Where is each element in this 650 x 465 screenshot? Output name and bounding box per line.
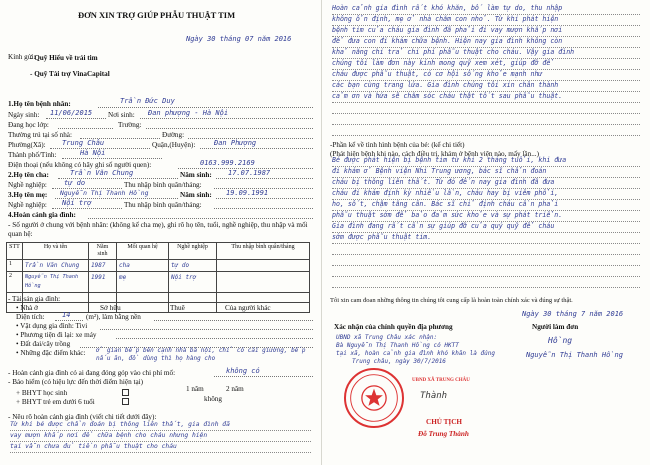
left-page: [0, 0, 322, 465]
cell-year: 1991: [89, 272, 117, 293]
assets-rent: Thuê: [170, 304, 185, 312]
district-label: Quận,(Huyện):: [152, 141, 196, 149]
none-label: không: [204, 395, 222, 403]
list-item: khả năng chi trả chi phí phẫu thuật cho cháu. Vậy gia đình: [332, 48, 640, 59]
patient-value: Trần Đức Duy: [120, 97, 175, 105]
mother-job-value: Nội trợ: [62, 199, 92, 207]
area-value: 14: [62, 311, 71, 319]
mother-value: Nguyễn Thị Thanh Hồng: [60, 189, 149, 197]
cell-name: Trần Văn Chung: [23, 260, 89, 272]
school-label: Đang học lớp:: [8, 121, 49, 129]
list-item: ho, sốt, chậm tăng cân. Bác sĩ chỉ định cháu cần phải: [332, 200, 640, 211]
mother-year-value: 19.09.1991: [226, 189, 269, 197]
cell-income: [217, 260, 310, 272]
list-item: cháu được phẫu thuật, có cơ hội sống khỏe mạnh như: [332, 70, 640, 81]
table-row: [7, 260, 310, 272]
insurance-label: - Bảo hiểm (có hiệu lực đến thời điểm hiện tại): [8, 378, 144, 386]
history-note: (Phát hiện bệnh khi nào, cách điều trị, khám ở bệnh viện nào, mấy lần...): [330, 150, 539, 158]
assets-own: Sở hữu: [100, 304, 121, 312]
story-lines: [332, 4, 640, 136]
patient-label: 1.Họ tên bệnh nhân:: [8, 100, 71, 108]
help-value: không có: [226, 367, 260, 375]
help-label: - Hoàn cảnh gia đình có ai đang đóng góp vào chi phí mổ:: [8, 369, 176, 377]
phone-label: Điện thoại (nếu không có hãy ghi số người quen):: [8, 161, 152, 169]
th-year: Năm sinh: [89, 243, 117, 260]
list-item: các bạn cùng trang lứa. Gia đình chúng tôi xin chân thành: [332, 81, 640, 92]
year-1: 1 năm: [186, 385, 204, 393]
year-2: 2 năm: [226, 385, 244, 393]
stamp-emblem-icon: [346, 368, 402, 428]
official-stamp: [344, 368, 404, 428]
ward-value: Trung Châu: [62, 139, 105, 147]
cell-job: tự do: [169, 260, 217, 272]
situation-label: 4.Hoàn cảnh gia đình:: [8, 211, 76, 219]
school-label-2: Trường:: [118, 121, 142, 129]
assets-others: Của người khác: [225, 304, 271, 312]
father-job-value: tự do: [64, 179, 86, 187]
ward-label: Phường(Xã):: [8, 141, 46, 149]
father-income-label: Thu nhập bình quân/tháng:: [124, 181, 202, 189]
animals-label: • Những đặc điểm khác:: [16, 349, 86, 357]
city-value: Hà Nội: [80, 149, 106, 157]
sign-date: Ngày 30 tháng 7 năm 2016: [522, 310, 624, 318]
place-label: Nơi sinh:: [108, 111, 135, 119]
kinh-gui-label: Kính gửi:: [8, 53, 36, 61]
mother-job-label: Nghề nghiệp:: [8, 201, 47, 209]
fund-2: - Quỹ Tài trợ VinaCapital: [30, 70, 110, 78]
bhyt1-checkbox[interactable]: [122, 389, 129, 396]
cell-stt: 2: [7, 272, 23, 293]
cell-stt: 1: [7, 260, 23, 272]
bhyt2-checkbox[interactable]: [122, 398, 129, 405]
place-value: Đan phượng - Hà Nội: [148, 109, 229, 117]
area-material: (m²), làm bằng nền: [86, 313, 141, 321]
chief-signature: Thành: [420, 391, 448, 401]
history-title: -Phần kể về tình hình bệnh của bé: (kể chi tiết): [330, 141, 465, 149]
history-lines: [332, 156, 640, 288]
stamp-text: UBND XÃ TRUNG CHÂU: [412, 378, 470, 383]
dob-value: 11/06/2015: [50, 109, 93, 117]
cell-year: 1987: [89, 260, 117, 272]
city-label: Thành phố/Tỉnh:: [8, 151, 57, 159]
address-label-2: Đường:: [162, 131, 185, 139]
th-income: Thu nhập bình quân/tháng: [217, 243, 310, 260]
list-item: đi khám ở Bệnh viện Nhi Trung ương, bác sĩ chẩn đoán: [332, 167, 640, 178]
applicant-name: Nguyễn Thị Thanh Hồng: [526, 351, 623, 359]
mother-year-label: Năm sinh:: [180, 191, 212, 199]
applicant-signature: Hồng: [548, 336, 573, 345]
form-date: Ngày 30 tháng 07 năm 2016: [186, 35, 292, 43]
mother-label: 3.Họ tên mẹ:: [8, 191, 48, 199]
household-note: - Số người ở chung với bệnh nhân: (không kể cha mẹ), ghi rõ họ tên, tuổi, nghề nghiệp, thu nhập và mối quan hệ:: [8, 221, 308, 238]
th-stt: STT: [7, 243, 23, 260]
list-item: Hoàn cảnh gia đình rất khó khăn, bố làm tự do, thu nhập: [332, 4, 640, 15]
list-item: cảm ơn và hứa sẽ chăm sóc cháu thật tốt sau phẫu thuật.: [332, 92, 640, 103]
th-name: Họ và tên: [23, 243, 89, 260]
list-item: Từ khi bé được chẩn đoán bị thông liên thất, gia đình đã: [10, 420, 311, 431]
cell-job: Nội trợ: [169, 272, 217, 293]
form-title: ĐƠN XIN TRỢ GIÚP PHẪU THUẬT TIM: [78, 10, 236, 20]
father-label: 2.Họ tên cha:: [8, 171, 49, 179]
items-label: • Vật dụng gia đình: Tivi: [16, 322, 88, 330]
confirm-line-3: tại xã, hoàn cảnh gia đình khó khăn là đúng: [336, 350, 495, 357]
list-item: cháu bị thông liên thất. Từ đó đến nay gia đình đã đưa: [332, 178, 640, 189]
cell-name: Nguyễn Thị Thanh Hồng: [23, 272, 89, 293]
list-item: không ổn định, mẹ ở nhà chăm con nhỏ. Từ khi phát hiện: [332, 15, 640, 26]
right-page: [322, 0, 650, 465]
cell-relation: cha: [117, 260, 169, 272]
assets-title: - Tài sản gia đình:: [8, 295, 61, 303]
list-item: vay mượn khắp nơi để chữa bệnh cho cháu nhưng hiện: [10, 431, 311, 442]
area-label: Diện tích:: [16, 313, 45, 321]
assets-house: • Nhà ở: [16, 304, 38, 312]
dob-label: Ngày sinh:: [8, 111, 40, 119]
animals-text: ở gian bếp bên cạnh nhà bà nội, chỉ có cái giường, bếp nấu ăn, đồ dùng thì họ hàng cho: [96, 347, 306, 362]
father-year-value: 17.07.1987: [228, 169, 271, 177]
mother-income-label: Thu nhập bình quân/tháng:: [124, 201, 202, 209]
list-item: để đưa con đi khám chữa bệnh. Hiện nay gia đình không còn: [332, 37, 640, 48]
father-year-label: Năm sinh:: [180, 171, 212, 179]
list-item: Bé được phát hiện bị bệnh tim từ khi 2 tháng tuổi, khi đưa: [332, 156, 640, 167]
commit-text: Tôi xin cam đoan những thông tin chúng tôi cung cấp là hoàn toàn chính xác và đúng sự thật.: [330, 297, 573, 304]
confirm-line-4: Trung châu, ngày 30/7/2016: [352, 358, 446, 365]
table-row: [7, 272, 310, 293]
father-value: Trần Văn Chung: [70, 169, 134, 177]
bhyt-1: + BHYT học sinh: [16, 389, 68, 397]
confirm-title: Xác nhận của chính quyền địa phương: [334, 323, 453, 331]
confirm-line-1: UBND xã Trung Châu xác nhận:: [336, 334, 438, 341]
applicant-title: Người làm đơn: [532, 323, 579, 331]
cell-relation: mẹ: [117, 272, 169, 293]
chief-title: CHỦ TỊCH: [426, 418, 463, 426]
confirm-line-2: Bà Nguyễn Thị Thanh Hồng có HKTT: [336, 342, 459, 349]
list-item: chúng tôi làm đơn này kính mong quỹ xem xét, giúp đỡ để: [332, 59, 640, 70]
list-item: cháu đi khám định kỳ nhiều lần, cháu hay bị viêm phổi,: [332, 189, 640, 200]
vehicle-label: • Phương tiện đi lại: xe máy: [16, 331, 97, 339]
chief-name: Đỗ Trung Thành: [418, 430, 469, 438]
cell-income: [217, 272, 310, 293]
fund-1: - Quỹ Hiểu về trái tim: [30, 54, 98, 62]
extra-lines: [10, 420, 311, 453]
district-value: Đan Phượng: [214, 139, 257, 147]
th-job: Nghề nghiệp: [169, 243, 217, 260]
list-item: sớm được phẫu thuật tim.: [332, 233, 640, 244]
extra-label: - Nêu rõ hoàn cảnh gia đình (viết chi tiết dưới đây):: [8, 413, 157, 421]
th-relation: Mối quan hệ: [117, 243, 169, 260]
list-item: phẫu thuật sớm để bảo đảm sức khỏe và sự phát triển.: [332, 211, 640, 222]
address-label: Thường trú tại số nhà:: [8, 131, 72, 139]
father-job-label: Nghề nghiệp:: [8, 181, 47, 189]
list-item: bệnh tim của cháu gia đình đã phải đi vay mượn khắp nơi: [332, 26, 640, 37]
land-label: • Đất đai/cây trồng: [16, 340, 71, 348]
list-item: Gia đình đang rất cần sự giúp đỡ của quý quỹ để cháu: [332, 222, 640, 233]
list-item: tại vẫn chưa đủ tiền phẫu thuật cho cháu: [10, 442, 311, 453]
phone-value: 0163.999.2169: [200, 159, 255, 167]
bhyt-2: + BHYT trẻ em dưới 6 tuổi: [16, 398, 95, 406]
